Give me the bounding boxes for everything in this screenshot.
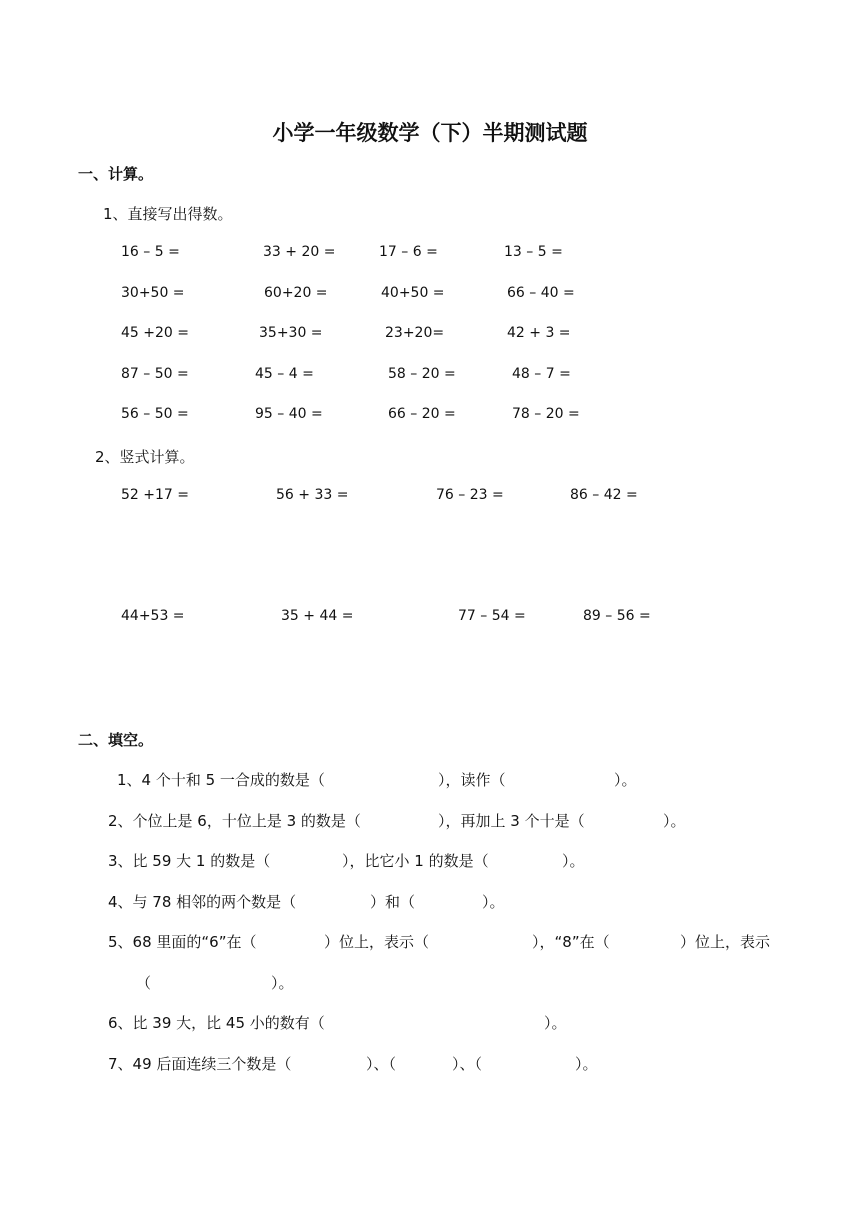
question-text: ），再加上 3 个十是（: [438, 812, 585, 830]
equation: 30+50 =: [121, 285, 185, 301]
question-text: ）位上，表示: [680, 933, 771, 951]
equation: 13 – 5 =: [504, 244, 563, 260]
equation: 33 + 20 =: [263, 244, 336, 260]
question-text: ）。: [271, 974, 294, 992]
section-heading-calculation: 一、计算。: [78, 165, 154, 183]
equation: 48 – 7 =: [512, 366, 571, 382]
equation: 87 – 50 =: [121, 366, 189, 382]
question-text: 6、比 39 大，比 45 小的数有（: [108, 1014, 325, 1032]
equation: 42 + 3 =: [507, 325, 571, 341]
question-text: ），比它小 1 的数是（: [342, 852, 489, 870]
question-text: ），读作（: [438, 771, 506, 789]
equation: 78 – 20 =: [512, 406, 580, 422]
equation: 77 – 54 =: [458, 608, 526, 624]
question-text: 5、68 里面的“6”在（: [108, 933, 257, 951]
equation: 17 – 6 =: [379, 244, 438, 260]
question-text: ）和（: [370, 893, 416, 911]
question-text: ）。: [544, 1014, 567, 1032]
equation: 86 – 42 =: [570, 487, 638, 503]
equation: 60+20 =: [264, 285, 328, 301]
question-text: 3、比 59 大 1 的数是（: [108, 852, 271, 870]
subsection-label-vertical: 2、竖式计算。: [95, 448, 195, 466]
equation: 16 – 5 =: [121, 244, 180, 260]
equation: 40+50 =: [381, 285, 445, 301]
section-heading-fill-blanks: 二、填空。: [78, 731, 154, 749]
equation: 95 – 40 =: [255, 406, 323, 422]
equation: 45 +20 =: [121, 325, 189, 341]
equation: 66 – 20 =: [388, 406, 456, 422]
equation: 56 + 33 =: [276, 487, 349, 503]
equation: 58 – 20 =: [388, 366, 456, 382]
equation: 35 + 44 =: [281, 608, 354, 624]
equation: 35+30 =: [259, 325, 323, 341]
question-text: （: [136, 974, 152, 992]
question-text: 2、个位上是 6，十位上是 3 的数是（: [108, 812, 361, 830]
equation: 76 – 23 =: [436, 487, 504, 503]
question-text: 7、49 后面连续三个数是（: [108, 1055, 292, 1073]
equation: 23+20=: [385, 325, 445, 341]
equation: 89 – 56 =: [583, 608, 651, 624]
question-text: ），“8”在（: [532, 933, 610, 951]
question-text: 1、4 个十和 5 一合成的数是（: [117, 771, 325, 789]
page-title: 小学一年级数学（下）半期测试题: [272, 121, 588, 145]
equation: 56 – 50 =: [121, 406, 189, 422]
question-text: ）、（: [452, 1055, 483, 1073]
question-text: ）位上，表示（: [324, 933, 430, 951]
subsection-label-direct: 1、直接写出得数。: [103, 205, 233, 223]
question-text: ）。: [663, 812, 686, 830]
question-text: ）。: [614, 771, 637, 789]
question-text: ）、（: [366, 1055, 397, 1073]
equation: 45 – 4 =: [255, 366, 314, 382]
question-text: ）。: [575, 1055, 598, 1073]
question-text: ）。: [482, 893, 505, 911]
question-text: ）。: [562, 852, 585, 870]
equation: 44+53 =: [121, 608, 185, 624]
equation: 66 – 40 =: [507, 285, 575, 301]
question-text: 4、与 78 相邻的两个数是（: [108, 893, 297, 911]
equation: 52 +17 =: [121, 487, 189, 503]
